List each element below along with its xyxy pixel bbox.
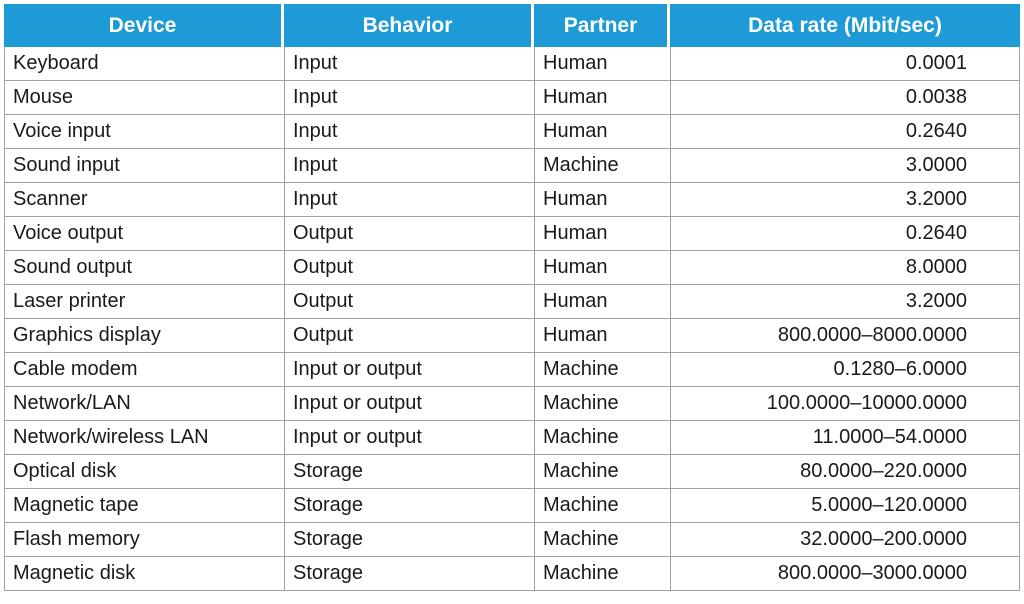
cell-data-rate: 32.0000–200.0000 <box>670 523 1020 557</box>
table-row <box>4 149 1020 183</box>
cell-data-rate: 0.0038 <box>670 81 1020 115</box>
cell-data-rate: 0.2640 <box>670 217 1020 251</box>
cell-device: Voice output <box>4 217 284 251</box>
cell-device: Scanner <box>4 183 284 217</box>
cell-data-rate: 80.0000–220.0000 <box>670 455 1020 489</box>
cell-device: Network/LAN <box>4 387 284 421</box>
table-row <box>4 455 1020 489</box>
cell-partner: Machine <box>534 523 670 557</box>
cell-behavior: Input or output <box>284 421 534 455</box>
cell-behavior: Output <box>284 217 534 251</box>
cell-data-rate: 3.2000 <box>670 285 1020 319</box>
header-behavior: Behavior <box>284 4 534 47</box>
io-device-table-container <box>4 4 1020 591</box>
cell-behavior: Output <box>284 251 534 285</box>
cell-device: Flash memory <box>4 523 284 557</box>
cell-behavior: Input or output <box>284 387 534 421</box>
cell-data-rate: 800.0000–8000.0000 <box>670 319 1020 353</box>
cell-device: Sound input <box>4 149 284 183</box>
io-device-table <box>4 4 1020 591</box>
cell-partner: Human <box>534 47 670 81</box>
cell-partner: Human <box>534 319 670 353</box>
cell-device: Graphics display <box>4 319 284 353</box>
cell-behavior: Storage <box>284 489 534 523</box>
table-row <box>4 251 1020 285</box>
table-row <box>4 319 1020 353</box>
cell-data-rate: 800.0000–3000.0000 <box>670 557 1020 591</box>
cell-device: Network/wireless LAN <box>4 421 284 455</box>
table-row <box>4 523 1020 557</box>
cell-partner: Human <box>534 81 670 115</box>
header-partner: Partner <box>534 4 670 47</box>
cell-data-rate: 8.0000 <box>670 251 1020 285</box>
cell-data-rate: 5.0000–120.0000 <box>670 489 1020 523</box>
table-row <box>4 285 1020 319</box>
cell-device: Mouse <box>4 81 284 115</box>
cell-device: Magnetic disk <box>4 557 284 591</box>
cell-data-rate: 3.2000 <box>670 183 1020 217</box>
cell-behavior: Input <box>284 149 534 183</box>
header-data-rate: Data rate (Mbit/sec) <box>670 4 1020 47</box>
table-row <box>4 353 1020 387</box>
cell-device: Voice input <box>4 115 284 149</box>
cell-behavior: Input <box>284 115 534 149</box>
cell-partner: Machine <box>534 421 670 455</box>
table-row <box>4 421 1020 455</box>
cell-behavior: Input <box>284 81 534 115</box>
cell-behavior: Output <box>284 319 534 353</box>
cell-data-rate: 0.1280–6.0000 <box>670 353 1020 387</box>
table-header <box>4 4 1020 47</box>
cell-behavior: Storage <box>284 523 534 557</box>
cell-device: Optical disk <box>4 455 284 489</box>
cell-partner: Machine <box>534 149 670 183</box>
table-row <box>4 47 1020 81</box>
cell-device: Cable modem <box>4 353 284 387</box>
cell-behavior: Input or output <box>284 353 534 387</box>
cell-partner: Human <box>534 251 670 285</box>
cell-behavior: Input <box>284 47 534 81</box>
cell-partner: Machine <box>534 489 670 523</box>
cell-partner: Human <box>534 115 670 149</box>
table-body <box>4 47 1020 591</box>
header-row <box>4 4 1020 47</box>
cell-data-rate: 100.0000–10000.0000 <box>670 387 1020 421</box>
table-row <box>4 81 1020 115</box>
cell-behavior: Storage <box>284 557 534 591</box>
cell-partner: Human <box>534 285 670 319</box>
cell-behavior: Input <box>284 183 534 217</box>
cell-device: Laser printer <box>4 285 284 319</box>
cell-partner: Machine <box>534 557 670 591</box>
cell-partner: Human <box>534 217 670 251</box>
cell-partner: Human <box>534 183 670 217</box>
header-device: Device <box>4 4 284 47</box>
cell-data-rate: 0.0001 <box>670 47 1020 81</box>
cell-behavior: Output <box>284 285 534 319</box>
table-row <box>4 115 1020 149</box>
cell-data-rate: 0.2640 <box>670 115 1020 149</box>
cell-device: Sound output <box>4 251 284 285</box>
table-row <box>4 217 1020 251</box>
cell-partner: Machine <box>534 455 670 489</box>
cell-device: Magnetic tape <box>4 489 284 523</box>
cell-behavior: Storage <box>284 455 534 489</box>
cell-partner: Machine <box>534 387 670 421</box>
table-row <box>4 557 1020 591</box>
table-row <box>4 489 1020 523</box>
cell-data-rate: 3.0000 <box>670 149 1020 183</box>
table-row <box>4 387 1020 421</box>
cell-partner: Machine <box>534 353 670 387</box>
cell-device: Keyboard <box>4 47 284 81</box>
cell-data-rate: 11.0000–54.0000 <box>670 421 1020 455</box>
table-row <box>4 183 1020 217</box>
